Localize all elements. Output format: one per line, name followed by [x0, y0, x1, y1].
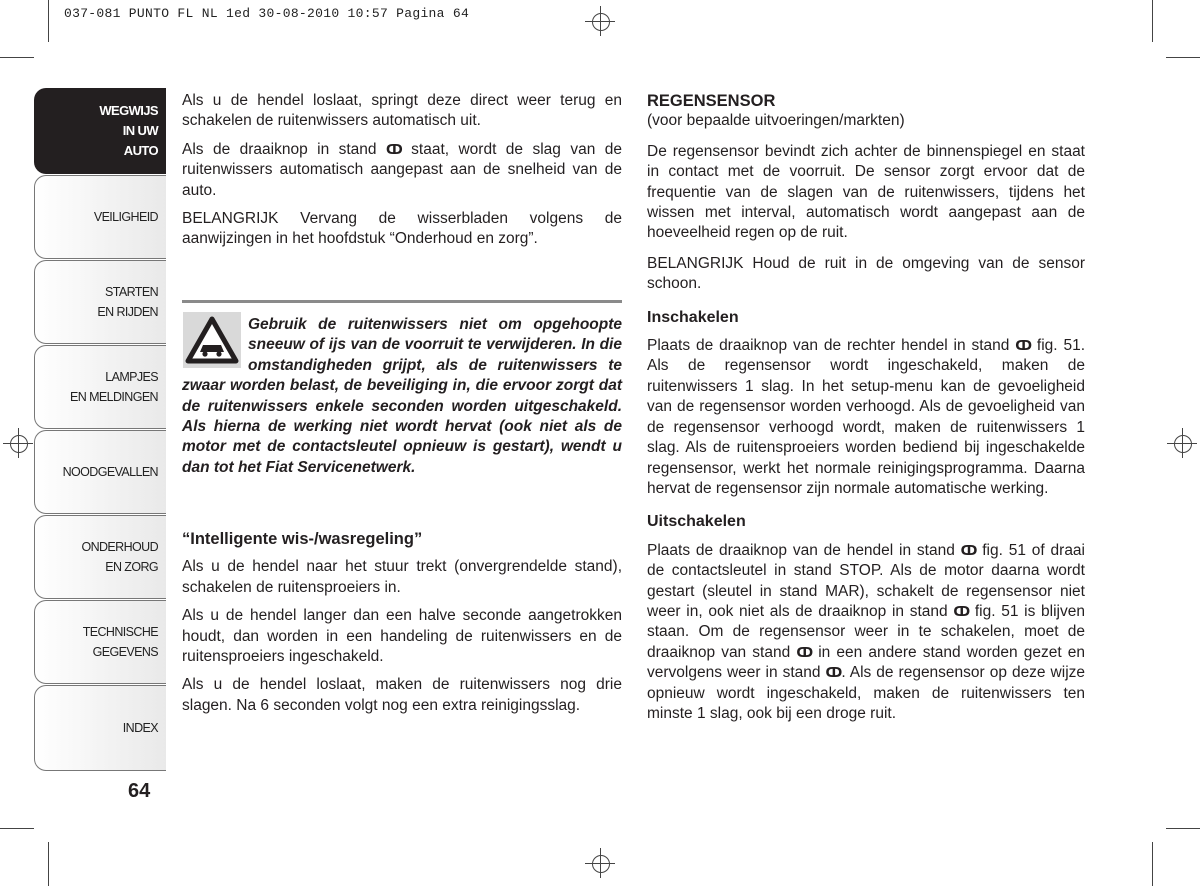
- warning-divider: [182, 300, 622, 303]
- print-header: 037-081 PUNTO FL NL 1ed 30-08-2010 10:57 Pagina 64: [64, 6, 470, 21]
- tab-label: TECHNISCHE GEGEVENS: [82, 625, 158, 659]
- rain-sensor-symbol-icon: ↀ: [953, 603, 970, 619]
- text: fig. 51 of draai de contactsleutel in stand STOP. Als de motor daarna wordt gestart (sleutel in stand MAR), schakelt de regensensor niet weer in, ook niet als de draaiknop in stand: [647, 541, 1085, 620]
- registration-mark-left: [3, 428, 33, 458]
- tab-label: WEGWIJS IN UW AUTO: [99, 103, 158, 158]
- tab-label: ONDERHOUD EN ZORG: [81, 540, 158, 574]
- tab-label: INDEX: [122, 721, 158, 735]
- heading-uitschakelen: Uitschakelen: [647, 513, 746, 531]
- text: staat, wordt de slag van de ruitenwissers automatisch aangepast aan de snelheid van de auto.: [182, 140, 622, 199]
- registration-mark-right: [1167, 428, 1197, 458]
- tab-technische[interactable]: [34, 600, 166, 684]
- rain-sensor-symbol-icon: ↀ: [825, 665, 842, 681]
- crop-mark: [1152, 0, 1153, 42]
- paragraph: [647, 336, 1085, 499]
- warning-text: Gebruik de ruitenwissers niet om opgehoopte sneeuw of ijs van de voorruit te verwijderen. In die omstandigheden grijpt, als de ruitenwissers te zwaar worden belast, de beveiliging in, die ervoor zorgt dat de ruitenwissers enkele seconden worden uitgeschakeld. Als hierna de werking niet wordt hervat (ook niet als de motor met de contactsleutel opnieuw is gestart), wendt u dan tot het Fiat Servicenetwerk.: [182, 316, 622, 476]
- registration-mark-bottom: [585, 848, 615, 878]
- tab-onderhoud[interactable]: [34, 515, 166, 599]
- text: . Als de regensensor op deze wijze opnieuw wordt ingeschakeld, maken de ruitenwissers ten minste 1 slag, ook bij een droge ruit.: [647, 664, 1086, 722]
- tab-wegwijs[interactable]: [34, 88, 166, 174]
- text: fig. 51. Als de regensensor wordt ingeschakeld, maken de ruitenwissers 1 slag. In het setup-menu kan de gevoeligheid van de regensensor worden verhoogd. Als de gevoeligheid van de regensensor verhoogd wordt, maken de ruitenwissers 1 slag. Als de ruitensproeiers worden bediend bij ingeschakelde regensensor, werkt het normale reinigingsprogramma. Daarna hervat de regensensor zijn normale automatische werking.: [647, 337, 1086, 497]
- crop-mark: [48, 0, 49, 42]
- car-warning-icon: [183, 312, 241, 368]
- tab-index[interactable]: [34, 685, 166, 771]
- tab-label: NOODGEVALLEN: [62, 465, 158, 479]
- tab-label: STARTEN EN RIJDEN: [97, 285, 158, 319]
- right-column: [647, 91, 1085, 724]
- paragraph: BELANGRIJK Vervang de wisserbladen volgens de aanwijzingen in het hoofdstuk “Onderhoud en zorg”.: [182, 210, 622, 248]
- tab-starten[interactable]: [34, 260, 166, 344]
- tab-lampjes[interactable]: [34, 345, 166, 429]
- crop-mark: [1166, 828, 1200, 829]
- paragraph: Als u de hendel langer dan een halve seconde aangetrokken houdt, dan worden in een handeling de ruitenwissers en de ruitensproeiers ingeschakeld.: [182, 607, 622, 666]
- warning-box: [182, 315, 622, 478]
- tab-veiligheid[interactable]: [34, 175, 166, 259]
- text: in een andere stand worden gezet en vervolgens weer in stand: [647, 643, 1086, 682]
- crop-mark: [1152, 842, 1153, 886]
- section-heading: “Intelligente wis-/wasregeling”: [182, 530, 423, 548]
- left-column-lower: [182, 529, 622, 716]
- crop-mark: [1166, 57, 1200, 58]
- crop-mark: [0, 828, 34, 829]
- paragraph: Als u de hendel naar het stuur trekt (onvergrendelde stand), schakelen de ruitensproeiers in.: [182, 558, 622, 596]
- paragraph: Als u de hendel loslaat, springt deze direct weer terug en schakelen de ruitenwissers automatisch uit.: [182, 92, 622, 130]
- page-number: 64: [128, 780, 151, 802]
- section-title: REGENSENSOR: [647, 92, 776, 110]
- section-subtitle: (voor bepaalde uitvoeringen/markten): [647, 112, 905, 130]
- tab-label: VEILIGHEID: [93, 210, 158, 224]
- heading-inschakelen: Inschakelen: [647, 308, 739, 326]
- rain-sensor-symbol-icon: ↀ: [385, 141, 402, 157]
- paragraph: BELANGRIJK Houd de ruit in de omgeving van de sensor schoon.: [647, 254, 1085, 293]
- tab-noodgevallen[interactable]: [34, 430, 166, 514]
- left-column: [182, 91, 622, 250]
- paragraph: [182, 140, 622, 201]
- rain-sensor-symbol-icon: ↀ: [1015, 338, 1032, 354]
- text: Plaats de draaiknop van de rechter hendel in stand: [647, 337, 1016, 355]
- crop-mark: [48, 842, 49, 886]
- crop-mark: [0, 57, 34, 58]
- text: Plaats de draaiknop van de hendel in stand: [647, 541, 961, 559]
- text: fig. 51 is blijven staan. Om de regensensor weer in te schakelen, moet de draaiknop van stand: [647, 602, 1085, 661]
- paragraph: De regensensor bevindt zich achter de binnenspiegel en staat in contact met de voorruit. De sensor zorgt ervoor dat de frequentie van de slagen van de ruitenwissers, tijdens het wissen met interval, automatisch wordt aangepast aan de hoeveelheid regen op de ruit.: [647, 142, 1085, 242]
- rain-sensor-symbol-icon: ↀ: [960, 542, 977, 558]
- text: Als de draaiknop in stand: [182, 140, 386, 158]
- registration-mark-top: [585, 6, 615, 36]
- paragraph: Als u de hendel loslaat, maken de ruitenwissers nog drie slagen. Na 6 seconden volgt nog een extra reinigingsslag.: [182, 676, 622, 714]
- paragraph: [647, 541, 1085, 725]
- rain-sensor-symbol-icon: ↀ: [796, 644, 813, 660]
- tab-label: LAMPJES EN MELDINGEN: [70, 370, 158, 404]
